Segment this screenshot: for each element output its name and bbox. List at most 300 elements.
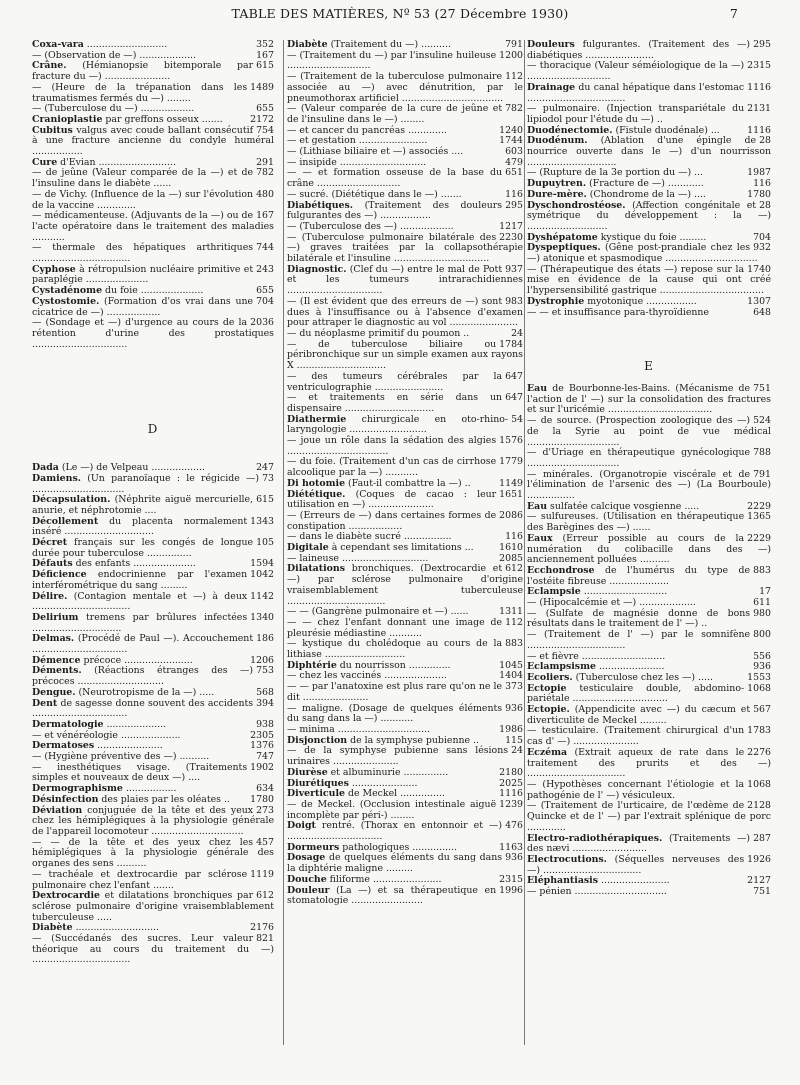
entry-headword: Doigt (287, 820, 316, 832)
index-entry (32, 934, 274, 966)
entry-text: — d'Uriage en thérapeutique gynécologique ............................... (527, 447, 751, 469)
entry-page-number: 567 (750, 705, 771, 716)
entry-page-number: 24 (508, 329, 523, 340)
entry-page-number: 1068 (744, 780, 771, 791)
entry-headword: Crâne. (32, 60, 67, 72)
entry-page-number: 1784 (496, 340, 523, 351)
entry-page-number: 936 (502, 704, 523, 715)
entry-text: endocrinienne par l'examen interférométrique du sang ......... (32, 569, 248, 591)
entry-text: — (Tuberculose du —) .................. (32, 103, 195, 115)
entry-page-number: 704 (750, 233, 771, 244)
index-entry (287, 886, 523, 907)
index-entry (287, 297, 523, 329)
entry-page-number: 2128 (744, 801, 771, 812)
entry-headword: Douleurs (527, 39, 575, 50)
entry-headword: Damiens. (32, 472, 82, 484)
entry-text: — et gestation ....................... (287, 135, 428, 147)
index-entry (32, 318, 274, 350)
entry-page-number: 2127 (744, 876, 771, 887)
index-entry (32, 211, 274, 243)
entry-text: ...................... (595, 661, 665, 673)
index-entry (32, 634, 274, 655)
entry-page-number: 186 (253, 634, 274, 645)
entry-page-number: 2315 (496, 875, 523, 886)
entry-headword: Dada (32, 462, 59, 474)
entry-page-number: 243 (253, 265, 274, 276)
entry-text: — et vénéréologie .................... (32, 729, 181, 741)
entry-page-number: 936 (750, 662, 771, 673)
entry-text: — et traitements en série dans un dispensaire .............................. (287, 392, 503, 414)
entry-text: — minérales. (Organotropie viscérale et de l'élimination de l'arsenic des —) (La Bourboule) ................ (527, 468, 771, 502)
index-entry (287, 618, 523, 639)
entry-page-number: 651 (502, 168, 523, 179)
index-entry (32, 891, 274, 923)
index-entry (287, 372, 523, 393)
entry-text: — (Traitement de l' —) par le somnifène ................................. (527, 629, 751, 651)
entry-text: (Un paranoïaque : le régicide —) ............................... (32, 472, 260, 495)
entry-page-number: 1744 (496, 136, 523, 147)
entry-headword: Dupuytren. (527, 178, 587, 190)
index-entry (527, 887, 771, 898)
entry-headword: Cubitus (32, 124, 73, 136)
index-entry (287, 233, 523, 265)
index-entry (287, 682, 523, 703)
column-divider (283, 40, 284, 1045)
entry-headword: Cranioplastie (32, 113, 103, 125)
entry-headword: Démence (32, 654, 81, 666)
entry-text: par greffons osseux ....... (102, 113, 223, 125)
entry-text: — et fièvre ............................ (527, 650, 666, 662)
entry-headword: Diverticule (287, 788, 345, 800)
entry-page-number: 751 (750, 384, 771, 395)
index-entry (287, 639, 523, 660)
page-number: 7 (729, 6, 738, 21)
entry-text: (Fistule duodénale) ... (612, 124, 720, 136)
entry-page-number: 116 (750, 179, 771, 190)
entry-text: du foie ..................... (102, 285, 204, 297)
entry-headword: Eclampsisme (527, 661, 596, 673)
entry-page-number: 105 (253, 538, 274, 549)
entry-text: et albuminurie ............... (327, 766, 449, 778)
entry-text: — (Succédanés des sucres. Leur valeur théorique au cours du traitement du —) ................................. (32, 933, 274, 966)
index-entry (527, 40, 771, 61)
entry-text: à cependant ses limitations ... (328, 542, 474, 554)
entry-text: fulgurantes. (Traitement des —) diabétiques ....................... (527, 39, 751, 61)
entry-page-number: 1042 (247, 570, 274, 581)
entry-page-number: 2230 (496, 233, 523, 244)
entry-page-number: 1045 (496, 661, 523, 672)
index-column-3 (527, 40, 771, 898)
entry-text: — de jeûne (Valeur comparée de la —) et de l'insuline dans le diabète ...... (32, 167, 254, 190)
entry-text: — de Meckel. (Occlusion intestinale aiguë incomplète par péri-) ........ (287, 798, 497, 821)
column-divider (524, 40, 525, 1045)
entry-page-number: 2180 (496, 768, 523, 779)
index-entry (287, 704, 523, 725)
entry-headword: Désinfection (32, 793, 99, 805)
entry-text: (Extrait aqueux de rate dans le traitement des prurits et des —) ................................. (527, 746, 771, 780)
entry-page-number: 112 (502, 72, 523, 83)
entry-text: (Clef du —) entre le mal de Pott et les tumeurs intrarachidiennes ................................ (287, 263, 523, 297)
entry-text: (Séquelles nerveuses des —) ................................. (527, 853, 745, 876)
entry-headword: Electrocutions. (527, 853, 607, 865)
entry-text: — — par l'anatoxine est plus rare qu'on ne le dit ...................... (287, 681, 503, 703)
entry-text: — pulmonaire. (Injection transpariétale du lipiodol pour l'étude du —) .. (527, 103, 745, 125)
entry-page-number: 634 (253, 784, 274, 795)
entry-headword: Ecchondrose (527, 564, 595, 576)
entry-headword: Dermatoses (32, 740, 95, 752)
entry-page-number: 373 (502, 682, 523, 693)
index-entry (32, 838, 274, 870)
entry-headword: Cystostomie. (32, 295, 100, 307)
entry-headword: Délire. (32, 590, 68, 602)
entry-text: ............................ (72, 922, 160, 934)
entry-page-number: 821 (253, 934, 274, 945)
entry-text: — pénien ............................... (527, 886, 667, 898)
entry-headword: Disjonction (287, 734, 348, 746)
entry-page-number: 782 (502, 104, 523, 115)
entry-text: — maligne. (Dosage de quelques éléments du sang dans la —) ........... (287, 702, 503, 725)
entry-text: — (Thérapeutique des états —) repose sur la mise en évidence de la cause qui ont créé l'hypersensibilité gastrique ................................... (527, 263, 771, 297)
index-entry (287, 265, 523, 297)
entry-text: ....................... (598, 875, 670, 887)
entry-text: — (Hypothèses concernant l'étiologie et la pathogénie de l' —) vésiculeux. (527, 779, 745, 801)
entry-page-number: 782 (253, 168, 274, 179)
entry-page-number: 800 (750, 630, 771, 641)
entry-page-number: 744 (253, 243, 274, 254)
entry-page-number: 115 (502, 736, 523, 747)
entry-text: — (Hygiène préventive des —) .......... (32, 751, 210, 763)
entry-text: bronchiques. (Dextrocardie et —) par sclérose pulmonaire d'origine vraisemblablement tuberculeuse ................................. (287, 563, 523, 607)
entry-text: — (Rupture de la 3e portion du —) ... (527, 167, 704, 179)
index-entry (527, 104, 771, 125)
entry-page-number: 54 (508, 415, 523, 426)
index-entry (287, 104, 523, 125)
index-entry (32, 83, 274, 104)
entry-text: — de source. (Prospection zoologique des —) de la Syrie au point de vue médical ............................... (527, 415, 771, 448)
entry-text: myotonique ................. (584, 295, 697, 307)
entry-text: (Chondrome de la —) .... (586, 188, 706, 200)
entry-headword: Défauts (32, 558, 73, 570)
entry-page-number: 17 (756, 587, 771, 598)
entry-text: du nourrisson .............. (336, 659, 451, 671)
entry-page-number: 2276 (744, 748, 771, 759)
entry-page-number: 648 (750, 308, 771, 319)
entry-text: — de la symphyse pubienne sans lésions urinaires ...................... (287, 745, 509, 768)
index-entry (32, 297, 274, 318)
entry-headword: Décollement (32, 515, 99, 527)
entry-text: (Erreur possible au cours de la numération du colibacille dans des —) anciennement polluées .......... (527, 532, 771, 566)
entry-headword: Delirium (32, 611, 79, 623)
entry-page-number: 2229 (744, 534, 771, 545)
entry-page-number: 751 (750, 887, 771, 898)
entry-text: (Réactions étranges des —) précoces ............................. (32, 665, 254, 688)
entry-page-number: 883 (750, 566, 771, 577)
entry-text: de sagesse donne souvent des accidents ................................ (32, 697, 254, 720)
index-entry (527, 566, 771, 587)
entry-page-number: 273 (253, 806, 274, 817)
index-entry (287, 393, 523, 414)
entry-page-number: 167 (253, 211, 274, 222)
index-entry (527, 609, 771, 630)
entry-text: ...................... (94, 740, 163, 752)
entry-headword: Dyspeptiques. (527, 242, 601, 254)
entry-page-number: 1902 (247, 763, 274, 774)
index-entry (32, 126, 274, 158)
entry-text: — (Traitement du —) par l'insuline huileuse ............................ (287, 49, 497, 72)
entry-text: (Tuberculose chez les —) ..... (572, 671, 713, 683)
index-entry (527, 136, 771, 168)
entry-text: (Faut-il combattre la —) .. (345, 477, 471, 489)
index-entry (527, 748, 771, 780)
entry-page-number: 28 (756, 136, 771, 147)
index-entry (32, 61, 274, 82)
entry-page-number: 2086 (496, 511, 523, 522)
entry-text: — des tumeurs cérébrales par la ventriculographie ....................... (287, 370, 503, 393)
entry-text: (Ablation d'une épingle de nourrice ouverte dans le —) d'un nourrisson .............................. (527, 135, 771, 168)
entry-text: et dilatations bronchiques par sclérose pulmonaire d'origine vraisemblablement tuberculeuse ..... (32, 890, 274, 923)
entry-page-number: 2229 (744, 502, 771, 513)
entry-text: — sulfureuses. (Utilisation en thérapeutique des Barègines des —) ...... (527, 511, 745, 534)
index-entry (32, 592, 274, 613)
entry-headword: Décapsulation. (32, 494, 111, 506)
entry-page-number: 937 (502, 265, 523, 276)
entry-page-number: 2305 (247, 731, 274, 742)
entry-text: — sucré. (Diététique dans le —) ....... (287, 188, 462, 200)
entry-page-number: 1987 (744, 168, 771, 179)
entry-text: de quelques éléments du sang dans la diphtérie maligne ......... (287, 852, 503, 875)
entry-text: — (Observation de —) ................... (32, 49, 197, 61)
entry-page-number: 1783 (744, 726, 771, 737)
entry-headword: Dystrophie (527, 295, 585, 307)
entry-page-number: 754 (253, 126, 274, 137)
index-entry (32, 168, 274, 189)
entry-page-number: 480 (253, 190, 274, 201)
index-entry (32, 699, 274, 720)
entry-text: chirurgicale en oto-rhino-laryngologie .......................... (287, 413, 509, 436)
entry-text: — — et insuffisance para-thyroïdienne (527, 306, 709, 318)
entry-text: — de tuberculose biliaire ou péribronchique sur un simple examen aux rayons X .............................. (287, 338, 523, 372)
entry-headword: Diabète (287, 39, 328, 50)
entry-page-number: 1926 (744, 855, 771, 866)
entry-headword: Diagnostic. (287, 263, 347, 275)
entry-text: (Procédé de Paul —). Accouchement ................................ (32, 633, 254, 656)
entry-page-number: 73 (259, 474, 274, 485)
section-letter: E (644, 359, 654, 374)
entry-headword: Eau (527, 382, 548, 394)
entry-text: — (Sulfate de magnésie donne de bons résultats dans le traitement de l' —) .. (527, 607, 751, 630)
entry-page-number: 116 (502, 532, 523, 543)
entry-page-number: 352 (253, 40, 274, 51)
entry-text: kystique du foie ......... (597, 231, 707, 243)
entry-headword: Dyschondrostéose. (527, 199, 626, 211)
entry-text: — dans le diabète sucré ................ (287, 531, 452, 543)
entry-page-number: 791 (502, 40, 523, 51)
entry-page-number: 883 (502, 639, 523, 650)
entry-text: de Meckel ............... (345, 788, 445, 800)
entry-headword: Digitale (287, 542, 329, 554)
index-entry (32, 538, 274, 559)
entry-text: — laineuse ............................. (287, 552, 429, 564)
entry-text: de Bourbonne-les-Bains. (Mécanisme de l'action de l' —) sur la consolidation des fractures et sur l'uricémie ................................... (527, 382, 771, 416)
entry-headword: Dengue. (32, 686, 76, 698)
entry-text: ............................ (580, 586, 668, 598)
entry-page-number: 1610 (496, 543, 523, 554)
entry-page-number: 1404 (496, 671, 523, 682)
index-entry (527, 61, 771, 82)
index-entry (32, 666, 274, 687)
entry-page-number: 2172 (247, 115, 274, 126)
entry-text: — — de la tête et des yeux chez les hémiplégiques à la physiologie générale des organes des sens .......... (32, 836, 274, 870)
entry-page-number: 1119 (247, 870, 274, 881)
entry-headword: Diurèse (287, 766, 328, 778)
entry-headword: Diphtérie (287, 659, 337, 671)
index-entry (32, 474, 274, 495)
entry-text: de la symphyse pubienne .. (347, 734, 480, 746)
entry-text: français sur les congés de longue durée pour tuberculose ............... (32, 537, 254, 559)
entry-text: — (Erreurs de —) dans certaines formes de constipation .................. (287, 509, 497, 532)
entry-headword: Diabète (32, 922, 73, 934)
index-entry (32, 190, 274, 211)
index-entry (32, 243, 274, 264)
entry-text: — testiculaire. (Traitement chirurgical d'un cas d' —) ...................... (527, 725, 745, 748)
index-entry (527, 705, 771, 726)
entry-text: — (Lithiase biliaire et —) associés .... (287, 146, 464, 158)
entry-page-number: 1240 (496, 126, 523, 137)
index-column-2 (287, 40, 523, 907)
entry-page-number: 28 (756, 201, 771, 212)
entry-page-number: 1996 (496, 886, 523, 897)
entry-headword: Dure-mère. (527, 188, 587, 200)
entry-text: — kystique du cholédoque au cours de la lithiase ........................... (287, 638, 503, 661)
entry-page-number: 2036 (247, 318, 274, 329)
entry-headword: Cystadénome (32, 285, 103, 297)
index-entry (287, 340, 523, 372)
entry-text: ...................... (348, 777, 418, 789)
entry-text: — — et formation osseuse de la base du crâne ............................ (287, 167, 503, 190)
entry-page-number: 1116 (744, 126, 771, 137)
section-letter: D (147, 422, 159, 437)
index-entry (287, 490, 523, 511)
entry-page-number: 936 (502, 853, 523, 864)
entry-text: tremens par brûlures infectées .............................. (32, 611, 248, 634)
entry-headword: Diabétiques. (287, 199, 354, 211)
entry-page-number: 932 (750, 243, 771, 254)
entry-page-number: 1780 (744, 190, 771, 201)
entry-text: — (Sondage et —) d'urgence au cours de la rétention d'urine des prostatiques ................................ (32, 317, 274, 350)
entry-headword: Dent (32, 697, 58, 709)
entry-text: — (Hipocalcémie et —) ................... (527, 597, 696, 609)
index-entry (527, 801, 771, 833)
entry-headword: Dyshépatome (527, 231, 598, 243)
entry-page-number: 247 (253, 463, 274, 474)
entry-text: (Néphrite aiguë mercurielle, anurie, et néphrotomie .... (32, 494, 254, 516)
entry-headword: Dilatations (287, 563, 345, 575)
index-entry (527, 416, 771, 448)
index-entry (527, 448, 771, 469)
entry-page-number: 647 (502, 372, 523, 383)
entry-headword: Eczéma (527, 746, 568, 758)
entry-page-number: 24 (508, 746, 523, 757)
entry-headword: Eléphantiasis (527, 875, 599, 887)
index-entry (32, 517, 274, 538)
index-entry (32, 806, 274, 838)
entry-text: des enfants ..................... (72, 558, 196, 570)
entry-text: — (Traitement de l'urticaire, de l'œdème de Quincke et de l' —) par l'extrait splénique de porc ............. (527, 800, 771, 833)
entry-headword: Déficience (32, 569, 87, 581)
entry-headword: Douche (287, 873, 327, 885)
entry-page-number: 612 (502, 564, 523, 575)
entry-page-number: 615 (253, 495, 274, 506)
entry-text: (Fracture de —) ............ (586, 178, 704, 190)
entry-page-number: 112 (502, 618, 523, 629)
entry-text: (Formation d'os vrai dans une cicatrice de —) .................. (32, 295, 254, 318)
entry-page-number: 167 (253, 51, 274, 62)
entry-page-number: 1986 (496, 725, 523, 736)
entry-page-number: 1740 (744, 265, 771, 276)
index-entry (287, 168, 523, 189)
entry-text: — (Valeur comparée de la cure de jeûne et de l'insuline dans le —) ........ (287, 103, 503, 125)
entry-headword: Ectopie. (527, 704, 570, 716)
index-entry (527, 780, 771, 801)
entry-page-number: 753 (253, 666, 274, 677)
index-entry (527, 512, 771, 533)
entry-page-number: 476 (502, 821, 523, 832)
entry-page-number: 1779 (496, 457, 523, 468)
entry-text: — du foie. (Traitement d'un cas de cirrhose alcoolique par la —) ........... (287, 456, 497, 479)
index-entry (287, 51, 523, 72)
entry-text: — thermale des hépatiques arthritiques ................................. (32, 242, 254, 265)
entry-page-number: 524 (750, 416, 771, 427)
entry-text: — du néoplasme primitif du poumon .. (287, 327, 470, 339)
entry-page-number: 1206 (247, 656, 274, 667)
entry-page-number: 1217 (496, 222, 523, 233)
index-entry (527, 83, 771, 104)
entry-text: ........................... (83, 39, 168, 50)
entry-headword: Diathermie (287, 413, 347, 425)
index-entry (287, 72, 523, 104)
entry-page-number: 2176 (247, 923, 274, 934)
entry-page-number: 1311 (496, 607, 523, 618)
entry-text: — chez les vaccinés ..................... (287, 670, 447, 682)
entry-headword: Eau (527, 500, 548, 512)
entry-headword: Electro-radiothérapiques. (527, 832, 663, 844)
entry-text: — (Il est évident que des erreurs de —) sont dues à l'insuffisance ou à l'absence d'examen pour attraper le diagnostic au vol ....................... (287, 295, 523, 329)
entry-page-number: 568 (253, 688, 274, 699)
entry-headword: Décret (32, 537, 68, 549)
index-entry (527, 265, 771, 297)
entry-page-number: 1307 (744, 297, 771, 308)
entry-headword: Dextrocardie (32, 890, 101, 902)
entry-headword: Dermographisme (32, 783, 123, 795)
entry-page-number: 1365 (744, 512, 771, 523)
entry-text: — inesthétiques visage. (Traitements simples et nouveaux de deux —) .... (32, 761, 248, 784)
entry-text: (Traitement des douleurs fulgurantes des —) ................. (287, 199, 503, 222)
entry-page-number: 287 (750, 834, 771, 845)
entry-page-number: 791 (750, 470, 771, 481)
index-entry (287, 201, 523, 222)
entry-text: des plaies par les oléates .. (98, 793, 230, 805)
entry-page-number: 980 (750, 609, 771, 620)
entry-text: précoce ....................... (80, 654, 193, 666)
entry-page-number: 2085 (496, 554, 523, 565)
entry-text: (Traitement du —) .......... (327, 39, 451, 50)
entry-text: du placenta normalement inséré .............................. (32, 515, 248, 538)
entry-page-number: 291 (253, 158, 274, 169)
index-entry (32, 613, 274, 634)
entry-headword: Eaux (527, 532, 553, 544)
entry-text: (Le —) de Velpeau .................. (58, 462, 206, 474)
entry-page-number: 1149 (496, 479, 523, 490)
